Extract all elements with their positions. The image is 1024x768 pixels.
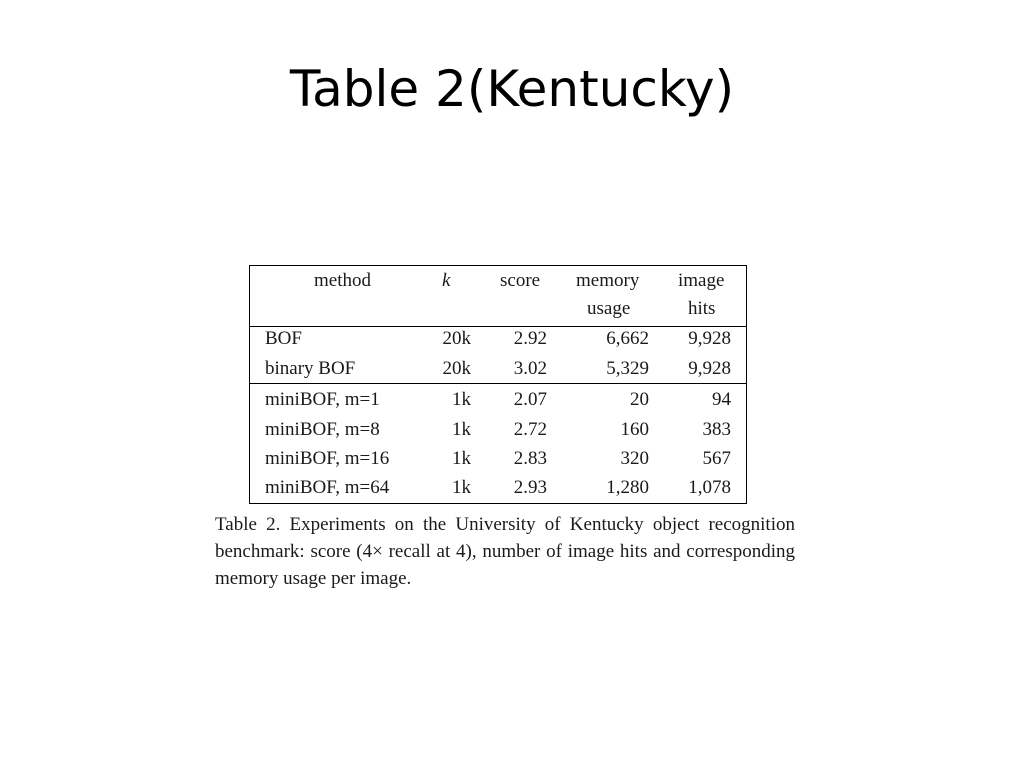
header-hits-line2: hits xyxy=(688,298,716,319)
row-k: 1k xyxy=(452,448,471,469)
table-caption: Table 2. Experiments on the University of Kentucky object recognition benchmark: score (4× recall at 4), number of image hits and corresponding memory usage per image. xyxy=(215,514,795,589)
header-k: k xyxy=(442,270,451,291)
row-memory: 6,662 xyxy=(606,328,649,349)
header-memory-line2: usage xyxy=(587,298,631,319)
row-memory: 20 xyxy=(630,389,649,410)
header-method: method xyxy=(314,270,371,291)
row-hits: 1,078 xyxy=(688,477,731,498)
row-hits: 9,928 xyxy=(688,328,731,349)
header-rule xyxy=(250,326,746,327)
row-score: 2.07 xyxy=(513,389,547,410)
row-method: miniBOF, m=1 xyxy=(265,389,380,410)
header-memory-line1: memory xyxy=(576,270,640,291)
row-score: 2.93 xyxy=(513,477,547,498)
row-k: 20k xyxy=(442,328,471,349)
row-memory: 320 xyxy=(620,448,649,469)
row-hits: 94 xyxy=(712,389,731,410)
row-method: miniBOF, m=8 xyxy=(265,419,380,440)
row-memory: 1,280 xyxy=(606,477,649,498)
row-memory: 5,329 xyxy=(606,358,649,379)
row-k: 1k xyxy=(452,389,471,410)
row-hits: 9,928 xyxy=(688,358,731,379)
row-method: binary BOF xyxy=(265,358,356,379)
row-k: 20k xyxy=(442,358,471,379)
header-score: score xyxy=(500,270,541,291)
row-score: 2.92 xyxy=(513,328,547,349)
results-table xyxy=(249,265,747,504)
row-hits: 383 xyxy=(702,419,731,440)
row-method: miniBOF, m=16 xyxy=(265,448,390,469)
slide-title: Table 2(Kentucky) xyxy=(289,60,735,118)
row-score: 3.02 xyxy=(513,358,547,379)
header-hits-line1: image xyxy=(678,270,725,291)
row-hits: 567 xyxy=(702,448,731,469)
row-score: 2.83 xyxy=(513,448,547,469)
row-score: 2.72 xyxy=(513,419,547,440)
row-memory: 160 xyxy=(620,419,649,440)
group-rule xyxy=(250,383,746,384)
row-method: miniBOF, m=64 xyxy=(265,477,390,498)
row-k: 1k xyxy=(452,419,471,440)
row-k: 1k xyxy=(452,477,471,498)
row-method: BOF xyxy=(265,328,302,349)
